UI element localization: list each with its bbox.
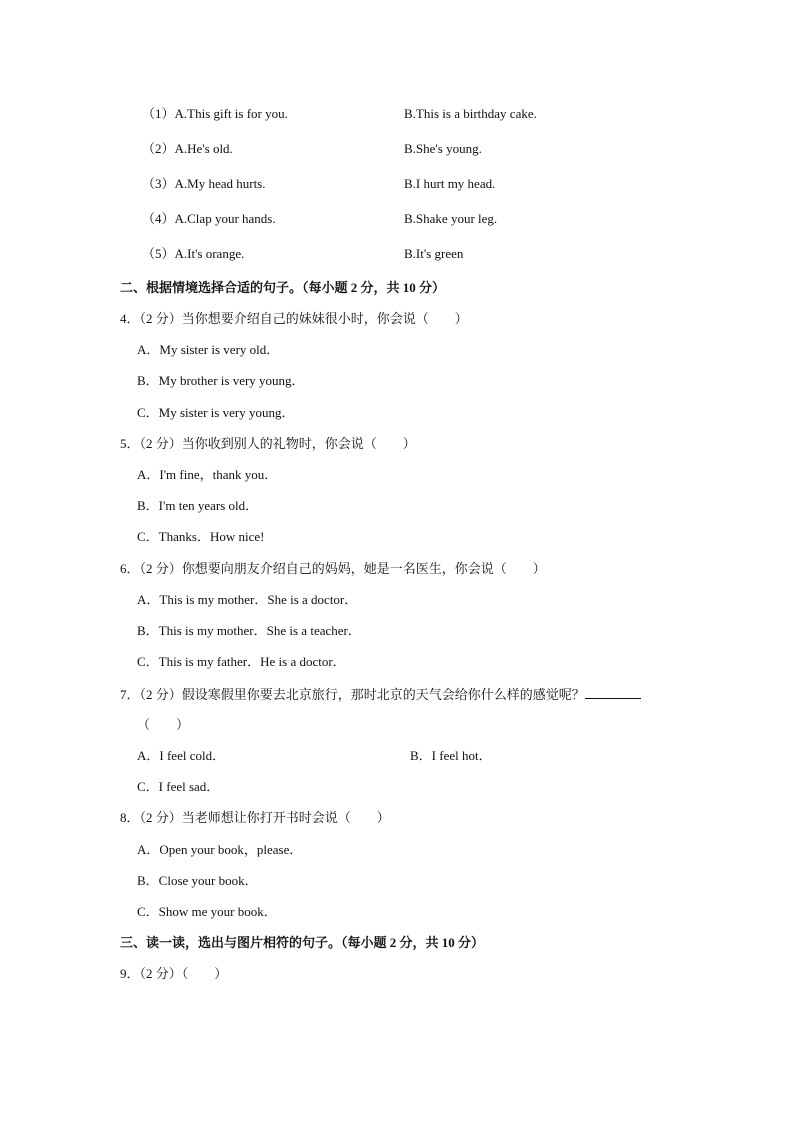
q8-option-a: A．Open your book，please． — [137, 842, 303, 857]
pair-1-a: （1）A.This gift is for you. — [142, 106, 288, 121]
q4-option-c: C．My sister is very young． — [137, 405, 295, 420]
pair-2-b: B.She's young. — [404, 141, 482, 156]
pair-5-b: B.It's green — [404, 246, 464, 261]
q7-stem: 7．（2 分）假设寒假里你要去北京旅行，那时北京的天气会给你什么样的感觉呢？ — [120, 687, 585, 702]
pair-5-a: （5）A.It's orange. — [142, 246, 245, 261]
q6-option-b: B．This is my mother．She is a teacher． — [137, 623, 361, 638]
q6-option-a: A．This is my mother．She is a doctor． — [137, 592, 358, 607]
pair-2-a: （2）A.He's old. — [142, 141, 233, 156]
answer-blank[interactable] — [585, 686, 641, 699]
pair-3-a: （3）A.My head hurts. — [142, 176, 266, 191]
q9-stem: 9．（2 分）（ ） — [120, 966, 228, 981]
q4-stem: 4．（2 分）当你想要介绍自己的妹妹很小时，你会说（ ） — [120, 311, 468, 326]
q7-option-b: B．I feel hot． — [410, 748, 492, 763]
q4-option-b: B．My brother is very young． — [137, 373, 305, 388]
q6-option-c: C．This is my father．He is a doctor． — [137, 654, 346, 669]
pair-3-b: B.I hurt my head. — [404, 176, 496, 191]
q5-stem: 5．（2 分）当你收到别人的礼物时，你会说（ ） — [120, 436, 416, 451]
q5-option-c: C．Thanks．How nice! — [137, 529, 265, 544]
q4-option-a: A．My sister is very old． — [137, 342, 280, 357]
q7-paren: （ ） — [137, 717, 190, 732]
q6-stem: 6．（2 分）你想要向朋友介绍自己的妈妈，她是一名医生，你会说（ ） — [120, 561, 546, 576]
q5-option-a: A．I'm fine，thank you． — [137, 467, 278, 482]
pair-4-b: B.Shake your leg. — [404, 211, 498, 226]
pair-4-a: （4）A.Clap your hands. — [142, 211, 276, 226]
q7-option-a: A．I feel cold． — [137, 748, 226, 763]
q7-option-c: C．I feel sad． — [137, 779, 220, 794]
q8-option-b: B．Close your book． — [137, 873, 258, 888]
q7-stem-line — [120, 686, 641, 703]
section-2-title: 二、根据情境选择合适的句子。（每小题 2 分，共 10 分） — [120, 280, 446, 295]
q8-stem: 8．（2 分）当老师想让你打开书时会说（ ） — [120, 810, 390, 825]
pair-1-b: B.This is a birthday cake. — [404, 106, 537, 121]
q5-option-b: B．I'm ten years old． — [137, 498, 259, 513]
q8-option-c: C．Show me your book． — [137, 904, 277, 919]
section-3-title: 三、读一读，选出与图片相符的句子。（每小题 2 分，共 10 分） — [120, 935, 485, 950]
